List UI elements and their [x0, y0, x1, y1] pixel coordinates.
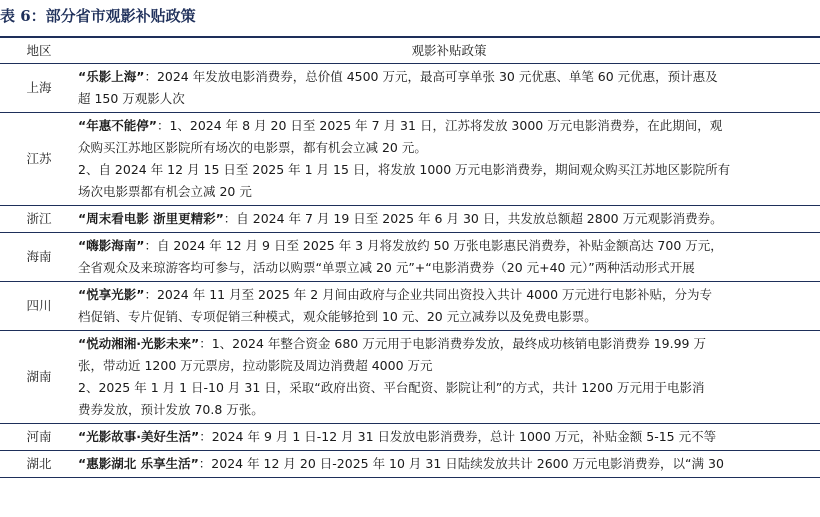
table-row [0, 423, 820, 450]
policy-cell [78, 330, 820, 423]
policy-cell [78, 232, 820, 281]
policy-line: 费券发放，预计发放 70.8 万张。 [78, 401, 264, 417]
header-region: 地区 [0, 37, 78, 63]
policy-line [78, 235, 810, 257]
policy-cell [78, 112, 820, 205]
policy-title: “惠影湖北 乐享生活” [78, 455, 199, 471]
table-row [0, 205, 820, 232]
table-row [0, 450, 820, 477]
policy-title: “乐影上海” [78, 68, 145, 84]
policy-line [78, 333, 810, 355]
policy-text: ：自 2024 年 7 月 19 日至 2025 年 6 月 30 日，共发放总额超 2800 万元观影消费券。 [223, 210, 723, 226]
policy-line [78, 284, 810, 306]
policy-line [78, 66, 810, 88]
policy-line [78, 426, 810, 448]
policy-line: 2、自 2024 年 12 月 15 日至 2025 年 1 月 15 日，将发放 1000 万元电影消费券，期间观众购买江苏地区影院所有 [78, 161, 731, 177]
policy-cell [78, 423, 820, 450]
subsidy-policy-table [0, 36, 820, 478]
region-cell: 上海 [0, 63, 78, 112]
policy-title: “光影故事·美好生活” [78, 428, 200, 444]
policy-cell [78, 281, 820, 330]
table-row [0, 112, 820, 205]
table-row [0, 330, 820, 423]
policy-line: 众购买江苏地区影院所有场次的电影票，都有机会立减 20 元。 [78, 139, 427, 155]
policy-title: “周末看电影 浙里更精彩” [78, 210, 224, 226]
policy-text: ：2024 年发放电影消费券，总价值 4500 万元，最高可享单张 30 元优惠、单笔 60 元优惠，预计惠及 [144, 68, 718, 84]
table-row [0, 281, 820, 330]
policy-text: ：2024 年 11 月至 2025 年 2 月间由政府与企业共同出资投入共计 4000 万元进行电影补贴，分为专 [144, 286, 712, 302]
policy-line: 全省观众及来琼游客均可参与，活动以购票“单票立减 20 元”+“电影消费券（20 元+40 元）”两种活动形式开展 [78, 259, 695, 275]
region-cell: 湖南 [0, 330, 78, 423]
policy-cell [78, 63, 820, 112]
region-cell: 四川 [0, 281, 78, 330]
table-row [0, 232, 820, 281]
policy-line [78, 453, 810, 475]
table-caption: 表 6：部分省市观影补贴政策 [0, 7, 196, 25]
policy-text: ：2024 年 9 月 1 日-12 月 31 日发放电影消费券，总计 1000 万元，补贴金额 5-15 元不等 [199, 428, 717, 444]
policy-line: 场次电影票都有机会立减 20 元 [78, 183, 252, 199]
policy-title: “悦享光影” [78, 286, 145, 302]
policy-cell [78, 450, 820, 477]
policy-line: 张，带动近 1200 万元票房，拉动影院及周边消费超 4000 万元 [78, 357, 433, 373]
region-cell: 浙江 [0, 205, 78, 232]
table-row [0, 63, 820, 112]
policy-line: 2、2025 年 1 月 1 日-10 月 31 日，采取“政府出资、平台配资、影院让利”的方式，共计 1200 万元用于电影消 [78, 379, 705, 395]
policy-text: ：1、2024 年 8 月 20 日至 2025 年 7 月 31 日，江苏将发放 3000 万元电影消费券，在此期间，观 [156, 117, 723, 133]
policy-text: ：2024 年 12 月 20 日-2025 年 10 月 31 日陆续发放共计 2600 万元电影消费券，以“满 30 [198, 455, 724, 471]
policy-text: ：自 2024 年 12 月 9 日至 2025 年 3 月将发放约 50 万张电影惠民消费券，补贴金额高达 700 万元， [144, 237, 723, 253]
policy-title: “悦动湘湘·光影未来” [78, 335, 200, 351]
table-header-row [0, 37, 820, 63]
header-policy: 观影补贴政策 [78, 37, 820, 63]
policy-text: ：1、2024 年整合资金 680 万元用于电影消费券发放，最终成功核销电影消费券 19.99 万 [199, 335, 706, 351]
policy-line [78, 208, 810, 230]
policy-title: “年惠不能停” [78, 117, 157, 133]
region-cell: 海南 [0, 232, 78, 281]
policy-line: 超 150 万观影人次 [78, 90, 185, 106]
policy-cell [78, 205, 820, 232]
policy-line [78, 115, 810, 137]
policy-line: 档促销、专片促销、专项促销三种模式，观众能够抢到 10 元、20 元立减券以及免费电影票。 [78, 308, 597, 324]
policy-title: “嗨影海南” [78, 237, 145, 253]
region-cell: 江苏 [0, 112, 78, 205]
region-cell: 湖北 [0, 450, 78, 477]
region-cell: 河南 [0, 423, 78, 450]
